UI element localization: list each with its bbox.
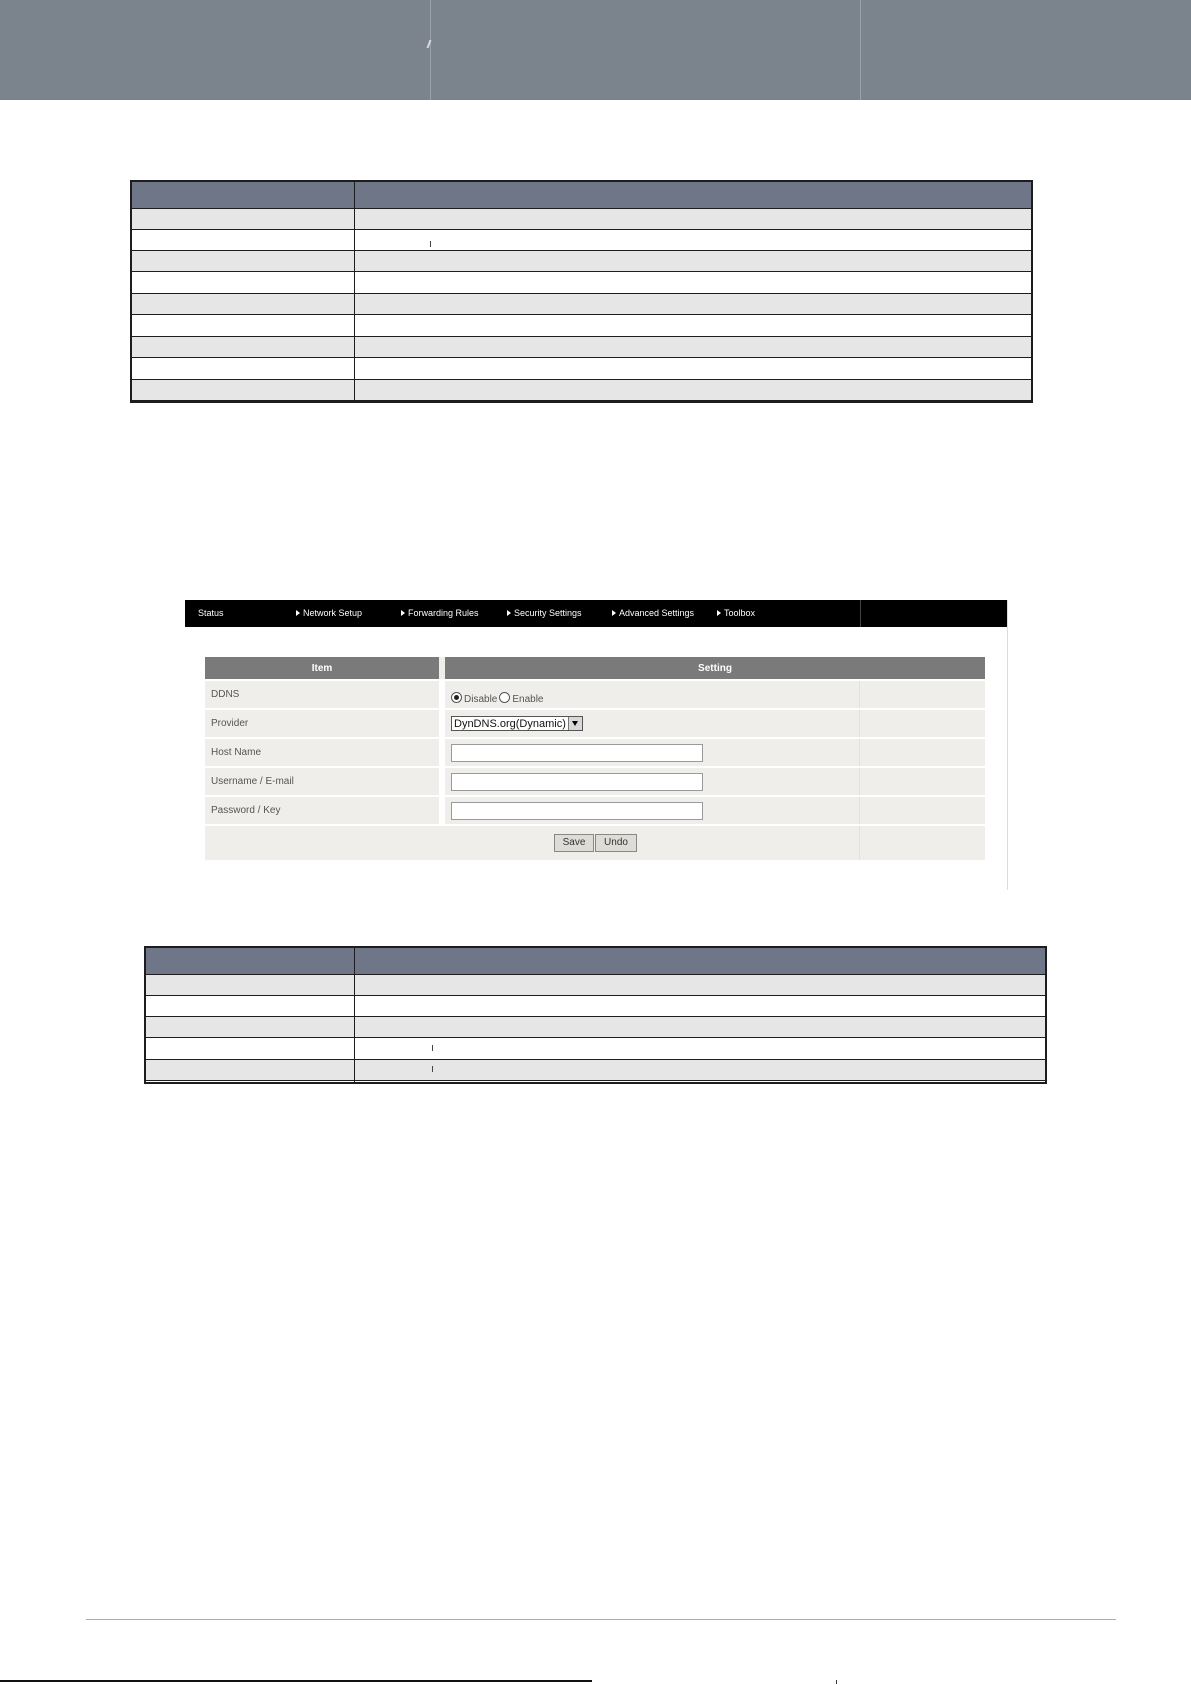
table-row [132, 209, 1031, 230]
banner-divider [860, 0, 861, 100]
table-row [146, 1017, 1045, 1038]
footer-rule [86, 1619, 1116, 1620]
arrow-right-icon [612, 610, 616, 616]
column-gap [439, 681, 445, 708]
username-label: Username / E-mail [211, 776, 294, 787]
text-mark [430, 241, 431, 247]
row-password [205, 797, 985, 826]
provider-value: DynDNS.org(Dynamic) [454, 718, 566, 730]
table-row [132, 380, 1031, 401]
arrow-right-icon [717, 610, 721, 616]
nav-label: Advanced Settings [619, 608, 695, 618]
undo-button[interactable]: Undo [595, 834, 637, 852]
radio-label: Enable [512, 694, 544, 705]
header-item: Item [311, 663, 333, 674]
bottom-mark [836, 1680, 837, 1684]
row-divider [859, 739, 860, 766]
provider-label: Provider [211, 718, 249, 729]
table-row [132, 251, 1031, 272]
password-cell [445, 797, 845, 824]
form-header [205, 657, 985, 681]
arrow-right-icon [401, 610, 405, 616]
save-button[interactable]: Save [554, 834, 594, 852]
table-row [132, 294, 1031, 315]
table-header [132, 182, 1031, 209]
table-row [132, 316, 1031, 337]
doc-table-1 [130, 180, 1033, 403]
column-gap [439, 826, 445, 860]
nav-toolbox[interactable] [717, 600, 755, 627]
row-username [205, 768, 985, 797]
arrow-right-icon [507, 610, 511, 616]
username-input[interactable] [451, 773, 703, 791]
nav-status[interactable] [198, 600, 224, 627]
ddns-options [451, 689, 546, 707]
radio-label: Disable [464, 694, 498, 705]
top-banner [0, 0, 1191, 100]
nav-network-setup[interactable] [296, 600, 362, 627]
provider-select[interactable] [451, 716, 583, 731]
row-divider [859, 826, 860, 860]
chevron-down-icon[interactable] [568, 717, 582, 730]
nav-label: Status [198, 608, 224, 618]
nav-label: Forwarding Rules [408, 608, 479, 618]
ddns-label: DDNS [211, 689, 240, 700]
table-row [146, 975, 1045, 996]
nav-advanced-settings[interactable] [612, 600, 694, 627]
table-row [132, 359, 1031, 380]
doc-table-2 [144, 946, 1047, 1084]
table-row [132, 273, 1031, 294]
text-mark [432, 1045, 433, 1051]
nav-divider [860, 600, 861, 627]
bottom-rule [0, 1680, 592, 1682]
ddns-settings-screenshot [185, 600, 1008, 890]
provider-cell [445, 710, 845, 737]
nav-label: Security Settings [514, 608, 582, 618]
host-name-cell [445, 739, 845, 766]
row-divider [859, 797, 860, 824]
table-row [132, 230, 1031, 251]
nav-security-settings[interactable] [507, 600, 582, 627]
ddns-enable-radio[interactable] [499, 692, 510, 703]
username-cell [445, 768, 845, 795]
table-row [146, 996, 1045, 1017]
arrow-right-icon [296, 610, 300, 616]
row-provider [205, 710, 985, 739]
table-row [146, 1060, 1045, 1081]
row-host-name [205, 739, 985, 768]
nav-label: Toolbox [724, 608, 756, 618]
table-row [132, 337, 1031, 358]
table-header [146, 948, 1045, 975]
table-row [146, 1039, 1045, 1060]
row-divider [859, 768, 860, 795]
text-mark [432, 1066, 433, 1072]
top-navigation [185, 600, 1007, 627]
column-divider [354, 948, 355, 1082]
row-actions [205, 826, 985, 860]
header-setting: Setting [698, 663, 732, 674]
nav-forwarding-rules[interactable] [401, 600, 479, 627]
row-divider [859, 681, 860, 708]
nav-label: Network Setup [303, 608, 363, 618]
column-divider [354, 182, 355, 401]
row-divider [859, 710, 860, 737]
host-name-label: Host Name [211, 747, 262, 758]
ddns-disable-radio[interactable] [451, 692, 462, 703]
password-input[interactable] [451, 802, 703, 820]
banner-divider [430, 0, 431, 100]
password-label: Password / Key [211, 805, 281, 816]
host-name-input[interactable] [451, 744, 703, 762]
row-ddns [205, 681, 985, 710]
